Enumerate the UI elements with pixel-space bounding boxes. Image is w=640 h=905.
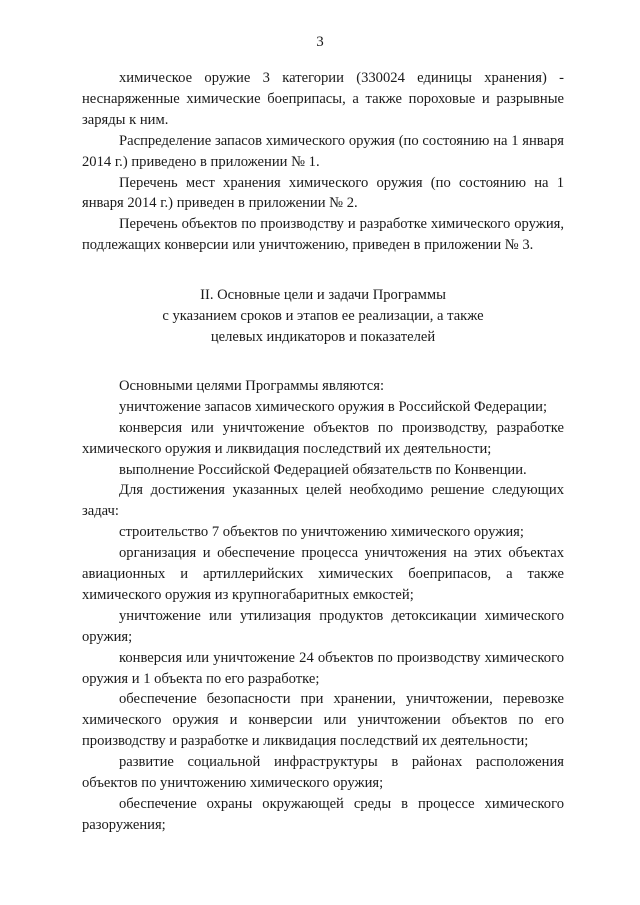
paragraph: выполнение Российской Федерацией обязательств по Конвенции. <box>119 461 527 478</box>
paragraph: Перечень мест хранения химического оружия (по состоянию на 1 января 2014 г.) приведен в приложении № 2. <box>82 174 564 212</box>
paragraph: Перечень объектов по производству и разработке химического оружия, подлежащих конверсии или уничтожению, приведен в приложении № 3. <box>82 216 564 254</box>
page-number: 3 <box>316 34 324 50</box>
section-heading-line: II. Основные цели и задачи Программы <box>200 287 446 304</box>
paragraph: Распределение запасов химического оружия (по состоянию на 1 января 2014 г.) приведено в приложении № 1. <box>82 132 564 170</box>
paragraph: обеспечение безопасности при хранении, уничтожении, перевозке химического оружия и конверсии или уничтожении объектов по его производству и разработке и ликвидация последствий их деятельности; <box>82 691 564 750</box>
paragraph: уничтожение или утилизация продуктов детоксикации химического оружия; <box>82 607 564 645</box>
paragraph: развитие социальной инфраструктуры в районах расположения объектов по уничтожению химического оружия; <box>82 754 564 792</box>
paragraph: организация и обеспечение процесса уничтожения на этих объектах авиационных и артиллерийских химических боеприпасов, а также химического оружия из крупногабаритных емкостей; <box>82 545 564 603</box>
paragraph: конверсия или уничтожение 24 объектов по производству химического оружия и 1 объекта по его разработке; <box>82 649 564 687</box>
paragraph: конверсия или уничтожение объектов по производству, разработке химического оружия и ликвидация последствий их деятельности; <box>82 419 564 457</box>
paragraph: обеспечение охраны окружающей среды в процессе химического разоружения; <box>82 796 564 833</box>
paragraph: уничтожение запасов химического оружия в Российской Федерации; <box>119 398 548 415</box>
paragraph: Для достижения указанных целей необходимо решение следующих задач: <box>82 482 564 520</box>
section-heading-line: целевых индикаторов и показателей <box>210 328 436 345</box>
section-heading-line: с указанием сроков и этапов ее реализации, а также <box>162 308 484 325</box>
section-heading <box>82 285 564 348</box>
paragraph: химическое оружие 3 категории (330024 единицы хранения) - неснаряженные химические боеприпасы, а также пороховые и разрывные заряды к ним. <box>82 70 564 128</box>
paragraph: строительство 7 объектов по уничтожению химического оружия; <box>119 524 524 541</box>
paragraph: Основными целями Программы являются: <box>119 377 385 394</box>
document-body <box>82 68 564 836</box>
